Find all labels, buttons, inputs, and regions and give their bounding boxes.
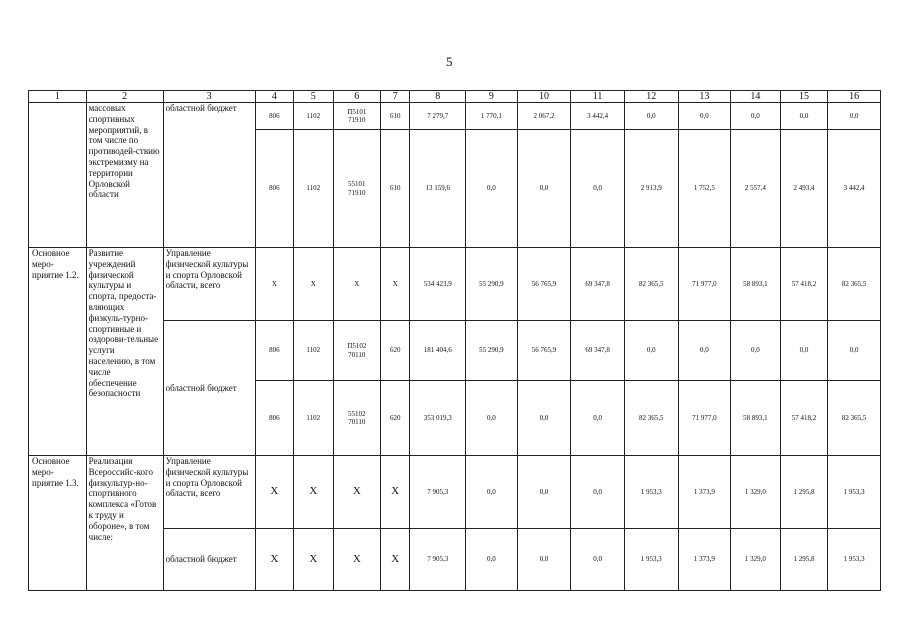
table-cell: 806: [255, 381, 293, 456]
table-cell: 610: [381, 103, 410, 130]
source-cell: областной бюджет: [163, 321, 255, 456]
table-cell: 56 765,9: [517, 321, 571, 381]
table-cell: 0,0: [517, 381, 571, 456]
code-part: 71910: [348, 116, 366, 124]
measure-cell: Основное меро-приятие 1.2.: [29, 248, 87, 456]
table-cell: 806: [255, 321, 293, 381]
table-cell: X: [333, 456, 381, 529]
header-cell: 15: [780, 91, 828, 103]
table-cell: 610: [381, 130, 410, 248]
header-row: [29, 91, 881, 103]
table-cell: 7 905,3: [410, 529, 466, 591]
table-cell: 0,0: [731, 103, 781, 130]
source-cell: областной бюджет: [163, 103, 255, 248]
table-cell: 1 953,3: [624, 529, 678, 591]
table-cell: 0,0: [678, 321, 731, 381]
table-cell: [333, 103, 381, 130]
table-cell: 57 418,2: [780, 381, 828, 456]
header-cell: 6: [333, 91, 381, 103]
table-cell: X: [381, 248, 410, 321]
table-cell: 13 159,6: [410, 130, 466, 248]
table-cell: X: [294, 248, 333, 321]
code-part: 70110: [348, 350, 366, 359]
description-cell: Реализация Всероссийс-кого физкультур-но-спортивного комплекса «Готов к труду и обороне», в том числе:: [86, 456, 163, 591]
header-cell: 10: [517, 91, 571, 103]
table-cell: 0,0: [517, 529, 571, 591]
table-cell: 1102: [294, 103, 333, 130]
table-cell: 82 365,5: [828, 248, 881, 321]
table-cell: 1 373,9: [678, 529, 731, 591]
header-cell: 7: [381, 91, 410, 103]
table-cell: 1102: [294, 321, 333, 381]
table-cell: 2 913,9: [624, 130, 678, 248]
table-cell: 0,0: [624, 103, 678, 130]
table-cell: 0,0: [466, 381, 518, 456]
table-cell: X: [381, 529, 410, 591]
table-cell: 3 442,4: [828, 130, 881, 248]
table-cell: 58 893,1: [731, 381, 781, 456]
description-cell: Развитие учреждений физической культуры и спорта, предоста-вляющих физкуль-турно-спортивные и оздорови-тельные услуги населению, в том числе обеспечение безопасности: [86, 248, 163, 456]
table-cell: 0,0: [828, 103, 881, 130]
header-cell: 11: [571, 91, 625, 103]
table-cell: 181 404,6: [410, 321, 466, 381]
table-cell: 806: [255, 103, 293, 130]
table-cell: 1 953,3: [828, 529, 881, 591]
table-cell: 620: [381, 381, 410, 456]
table-cell: X: [381, 456, 410, 529]
budget-table: [28, 90, 881, 591]
table-cell: 1 770,1: [466, 103, 518, 130]
table-cell: X: [294, 529, 333, 591]
table-cell: 2 067,2: [517, 103, 571, 130]
header-cell: 16: [828, 91, 881, 103]
table-cell: 353 019,3: [410, 381, 466, 456]
table-cell: 82 365,5: [828, 381, 881, 456]
table-cell: 1 752,5: [678, 130, 731, 248]
table-cell: 0,0: [780, 103, 828, 130]
source-cell: Управление физической культуры и спорта Орловской области, всего: [163, 248, 255, 321]
header-cell: 1: [29, 91, 87, 103]
description-cell: массовых спортивных мероприятий, в том числе по противодей-ствию экстремизму на территории Орловской области: [86, 103, 163, 248]
table-cell: 1 295,8: [780, 456, 828, 529]
code-part: П5102: [347, 342, 367, 351]
table-cell: [333, 381, 381, 456]
code-part: П5101: [347, 107, 367, 116]
source-cell: областной бюджет: [163, 529, 255, 591]
code-part: 55101: [348, 180, 366, 189]
table-cell: [333, 321, 381, 381]
table-cell: 69 347,8: [571, 248, 625, 321]
table-cell: 0,0: [571, 381, 625, 456]
source-cell: Управление физической культуры и спорта Орловской области, всего: [163, 456, 255, 529]
table-cell: 1 329,0: [731, 456, 781, 529]
header-cell: 4: [255, 91, 293, 103]
header-cell: 8: [410, 91, 466, 103]
header-cell: 13: [678, 91, 731, 103]
header-cell: 2: [86, 91, 163, 103]
table-cell: 0,0: [571, 456, 625, 529]
code-part: 55102: [348, 409, 366, 418]
table-cell: 56 765,9: [517, 248, 571, 321]
header-cell: 14: [731, 91, 781, 103]
table-cell: 71 977,0: [678, 381, 731, 456]
table-cell: 534 423,9: [410, 248, 466, 321]
table-cell: 0,0: [678, 103, 731, 130]
table-cell: 58 893,1: [731, 248, 781, 321]
table-cell: 0,0: [731, 321, 781, 381]
table-cell: X: [333, 248, 381, 321]
table-cell: X: [333, 529, 381, 591]
code-part: 70110: [348, 418, 366, 426]
table-cell: X: [255, 248, 293, 321]
measure-cell: [29, 103, 87, 248]
table-cell: X: [255, 456, 293, 529]
page-number: 5: [446, 54, 453, 69]
table-cell: 3 442,4: [571, 103, 625, 130]
table-cell: 57 418,2: [780, 248, 828, 321]
table-cell: 0,0: [828, 321, 881, 381]
table-cell: 1102: [294, 381, 333, 456]
table-cell: 7 279,7: [410, 103, 466, 130]
table-cell: 0,0: [571, 529, 625, 591]
table-cell: 1 295,8: [780, 529, 828, 591]
table-cell: 0,0: [517, 130, 571, 248]
table-cell: 0,0: [780, 321, 828, 381]
table-cell: 82 365,5: [624, 381, 678, 456]
table-cell: X: [255, 529, 293, 591]
table-cell: 620: [381, 321, 410, 381]
header-cell: 9: [466, 91, 518, 103]
table-cell: 1102: [294, 130, 333, 248]
table-cell: 2 493,4: [780, 130, 828, 248]
table-cell: 0,0: [466, 529, 518, 591]
table-cell: 0,0: [466, 456, 518, 529]
table-cell: 0,0: [517, 456, 571, 529]
table-cell: 0,0: [466, 130, 518, 248]
table-cell: 0,0: [571, 130, 625, 248]
table-cell: 1 953,3: [828, 456, 881, 529]
table-cell: 0,0: [624, 321, 678, 381]
code-part: 71910: [348, 188, 366, 197]
table-cell: 82 365,5: [624, 248, 678, 321]
table-row: [29, 103, 881, 130]
measure-cell: Основное меро-приятие 1.3.: [29, 456, 87, 591]
table-row: [29, 456, 881, 529]
table-cell: 55 290,9: [466, 321, 518, 381]
table-row: [29, 248, 881, 321]
table-cell: 69 347,8: [571, 321, 625, 381]
table-cell: 2 557,4: [731, 130, 781, 248]
table-cell: X: [294, 456, 333, 529]
table-cell: 55 290,9: [466, 248, 518, 321]
table-cell: 71 977,0: [678, 248, 731, 321]
table-cell: 1 953,3: [624, 456, 678, 529]
header-cell: 5: [294, 91, 333, 103]
table-cell: 1 329,0: [731, 529, 781, 591]
table-cell: 806: [255, 130, 293, 248]
table-cell: 1 373,9: [678, 456, 731, 529]
table-cell: [333, 130, 381, 248]
table-cell: 7 905,3: [410, 456, 466, 529]
header-cell: 3: [163, 91, 255, 103]
header-cell: 12: [624, 91, 678, 103]
